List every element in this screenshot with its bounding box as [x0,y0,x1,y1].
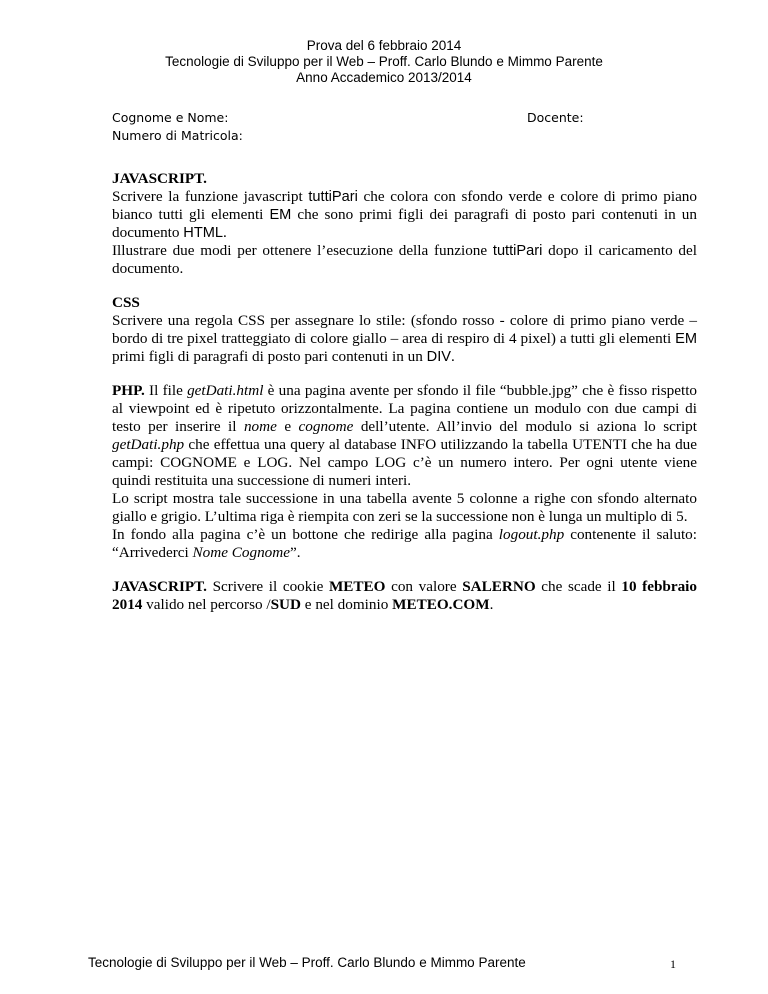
section-text: valido nel percorso / [142,596,271,613]
section-text: dopo il caricamento del documento. [112,242,697,277]
matricola-label: Numero di Matricola: [112,128,243,143]
section-javascript-2 [112,578,697,614]
section-text: . [223,224,227,241]
field-name: cognome [298,418,354,435]
page-footer: Tecnologie di Sviluppo per il Web – Proff. Carlo Blundo e Mimmo Parente [88,955,526,970]
filename: getDati.php [112,436,185,453]
section-text: che effettua una query al database INFO utilizzando la tabella UTENTI che ha due campi: COGNOME e LOG. Nel campo LOG c’è un numero intero. Per ogni utente viene quindi restituita una successione di numeri interi. [112,436,697,489]
section-php [112,382,697,562]
greeting-placeholder: Nome Cognome [192,544,290,561]
section-text: che sono primi figli dei paragrafi di posto pari contenuti in un documento [112,206,697,241]
cookie-name: METEO [328,578,386,595]
docente-label: Docente: [527,110,584,125]
section-text: Illustrare due modi per ottenere l’esecuzione della funzione [112,242,493,259]
section-text: Scrivere il cookie [206,578,329,595]
course-title: Tecnologie di Sviluppo per il Web – Proff. Carlo Blundo e Mimmo Parente [165,54,603,69]
exam-body [112,170,697,630]
section-text: che scade il [535,578,622,595]
section-text: con valore [385,578,463,595]
section-text: . [489,596,494,613]
page-number: 1 [670,957,676,971]
code-keyword: HTML [183,225,224,241]
code-keyword: tuttiPari [492,243,543,259]
section-text: ”. [289,544,301,561]
field-name: nome [243,418,277,435]
section-text: dell’utente. All’invio del modulo si aziona lo script [353,418,697,435]
cookie-path: SUD [270,596,301,613]
section-text: e nel dominio [300,596,393,613]
section-text: . [450,348,455,365]
section-text: primi figli di paragrafi di posto pari contenuti in un [112,348,427,365]
section-text: Lo script mostra tale successione in una tabella avente 5 colonne a righe con sfondo alternato giallo e grigio. L’ultima riga è riempita con zeri se la successione non è lunga un multiplo di 5. [112,490,697,525]
section-title: PHP. [112,382,145,399]
academic-year: Anno Accademico 2013/2014 [296,70,472,85]
section-text: Scrivere una regola CSS per assegnare lo stile: (sfondo rosso - colore di primo piano verde – bordo di tre pixel tratteggiato di colore giallo – area di respiro di 4 pixel) a tutti gli elementi [112,312,697,347]
section-javascript-1 [112,170,697,278]
section-text: Scrivere la funzione javascript [112,188,309,205]
section-text: In fondo alla pagina c’è un bottone che redirige alla pagina [112,526,499,543]
code-keyword: EM [269,207,292,223]
section-title: JAVASCRIPT. [112,170,207,187]
student-fields [112,109,672,145]
filename: logout.php [498,526,565,543]
cookie-expiry: 10 febbraio 2014 [112,578,697,613]
code-keyword: DIV [426,349,451,365]
section-text: che colora con sfondo verde e colore di primo piano bianco tutti gli elementi [112,188,697,223]
cookie-value: SALERNO [462,578,536,595]
section-text: Il file [144,382,188,399]
section-css [112,294,697,366]
cookie-domain: METEO.COM [392,596,490,613]
code-keyword: tuttiPari [308,189,358,205]
section-title: JAVASCRIPT. [112,578,207,595]
exam-date: Prova del 6 febbraio 2014 [306,38,462,53]
filename: getDati.html [187,382,264,399]
section-text: e [276,418,299,435]
exam-header [0,38,768,86]
section-text: è una pagina avente per sfondo il file “bubble.jpg” che è fisso rispetto al viewpoint ed è ripetuto orizzontalmente. La pagina contiene un modulo con due campi di testo per inserire il [112,382,698,435]
name-label: Cognome e Nome: [112,110,229,125]
section-text: contenente il saluto: “Arrivederci [112,526,697,561]
section-title: CSS [112,294,140,311]
code-keyword: EM [675,331,697,347]
